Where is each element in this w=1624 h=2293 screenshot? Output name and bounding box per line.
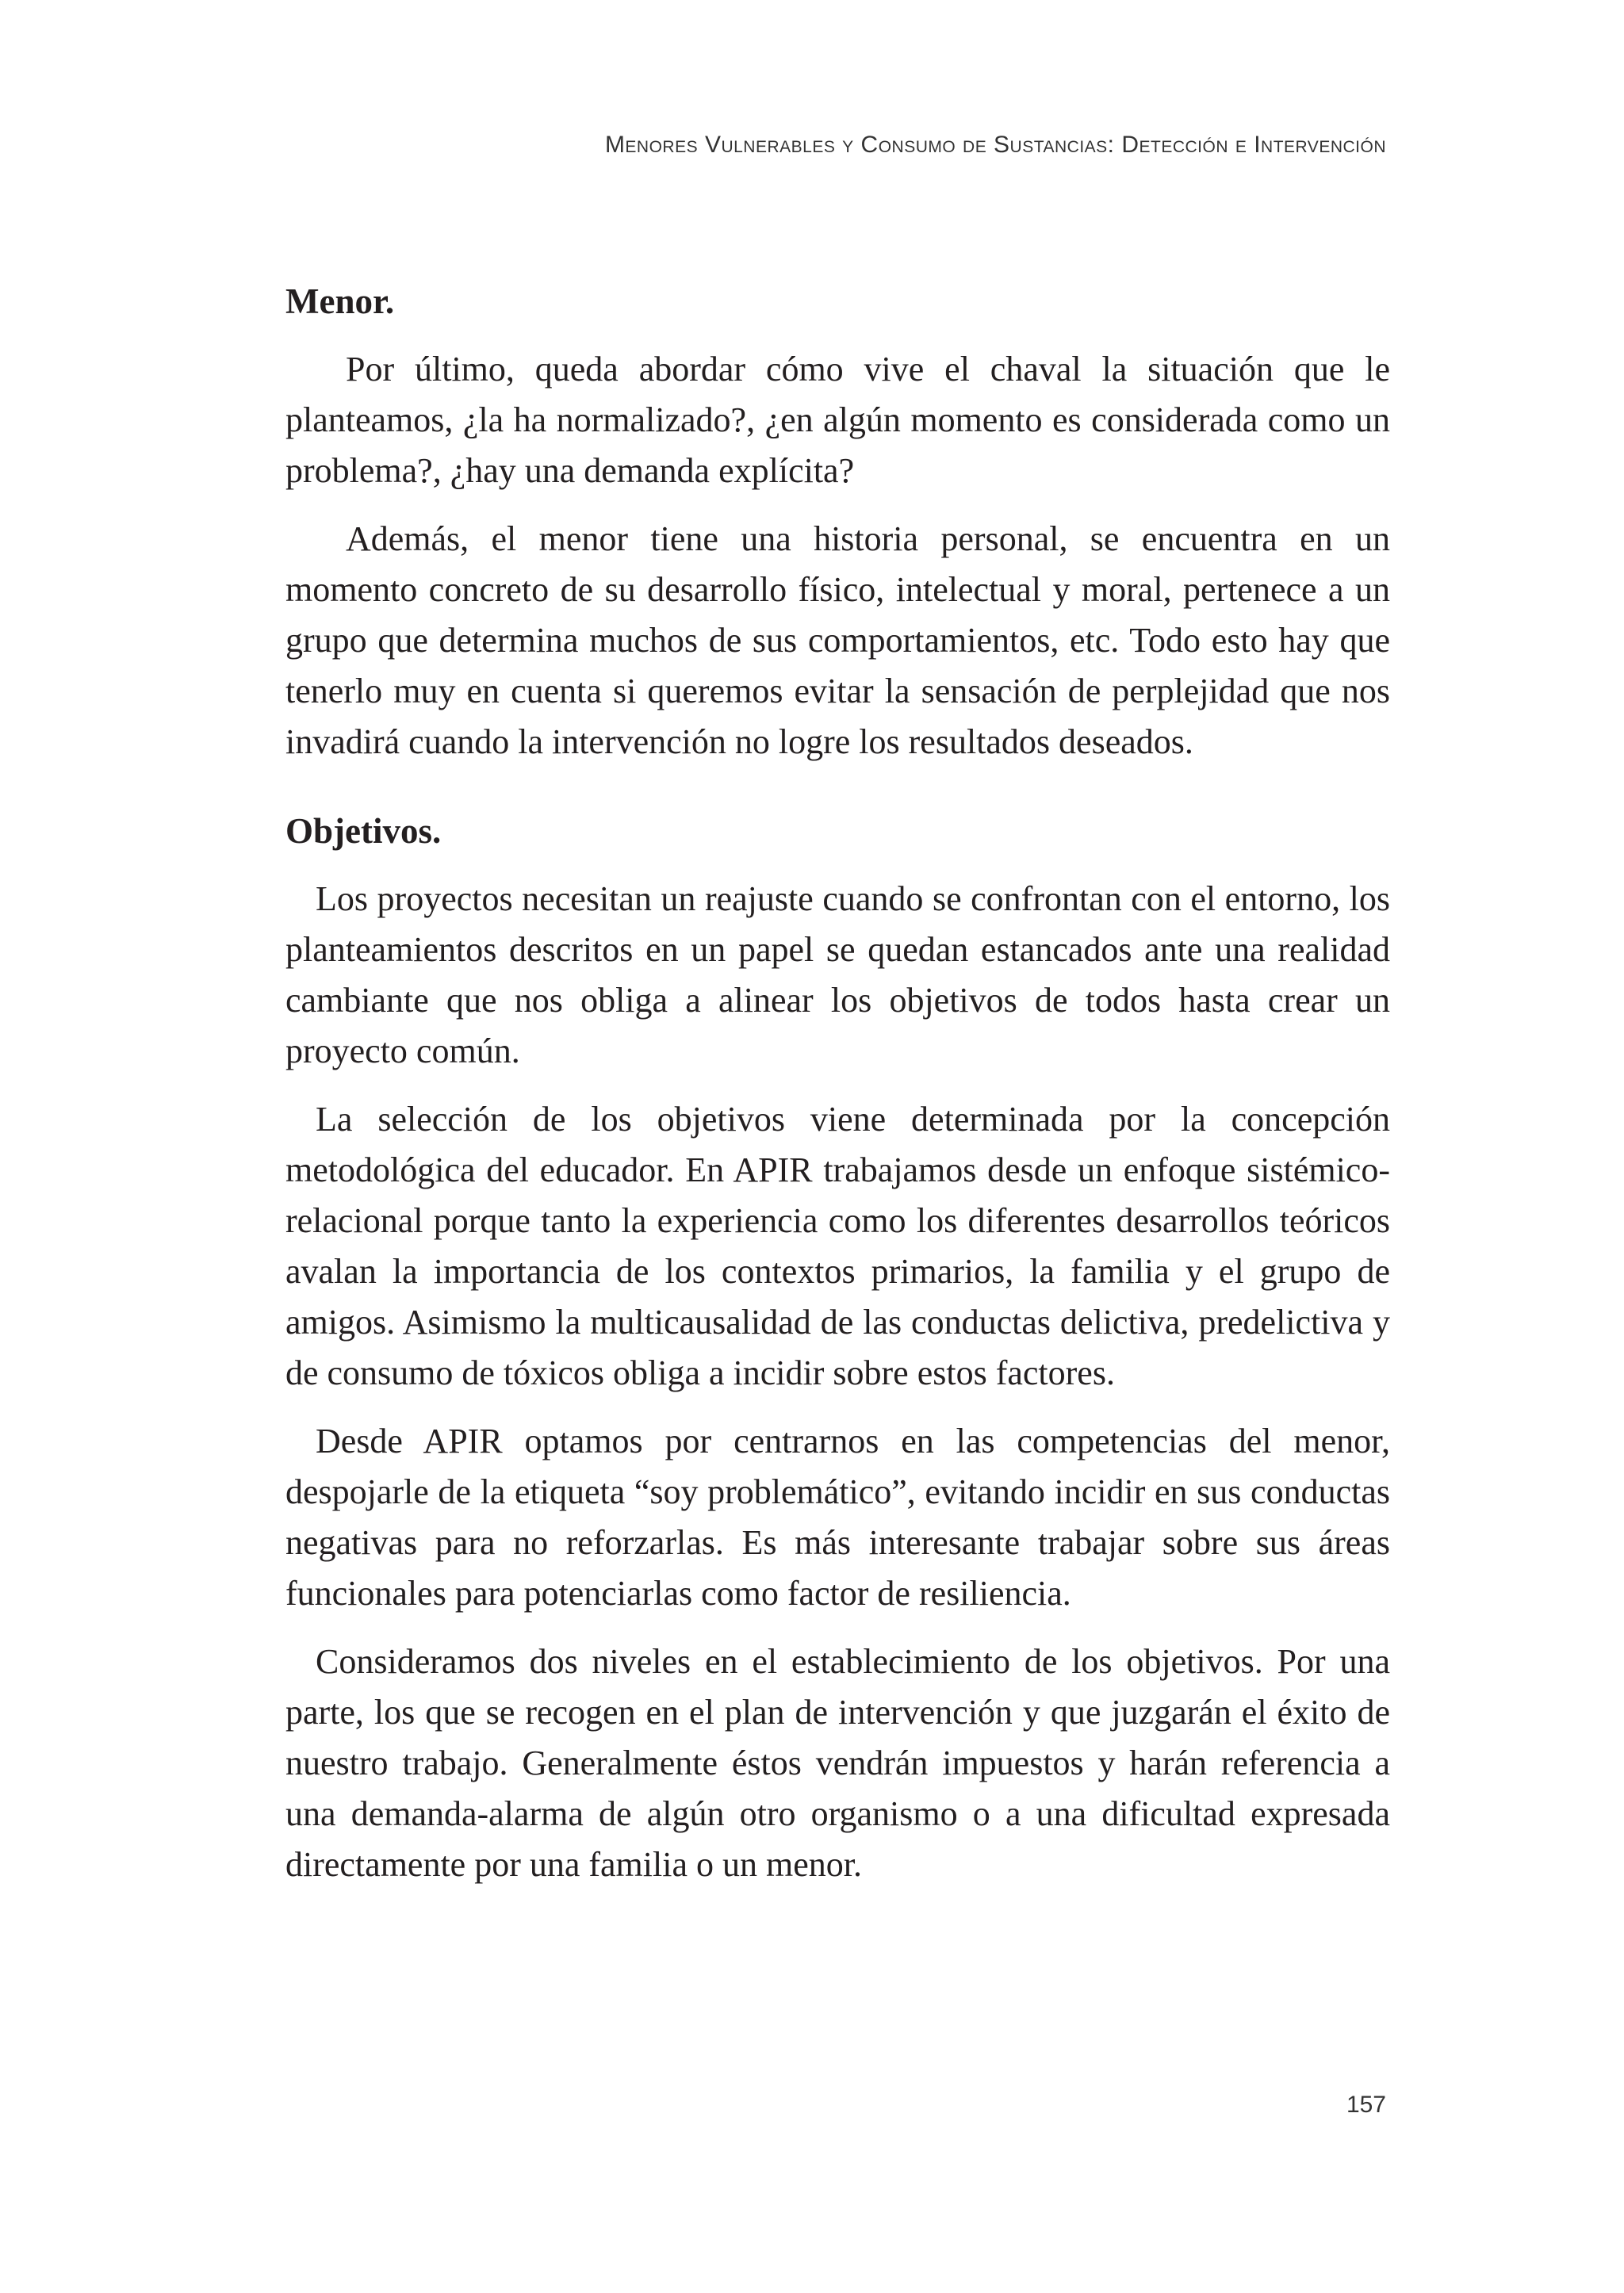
paragraph: Los proyectos necesitan un reajuste cuando se confrontan con el entorno, los planteamientos descritos en un papel se quedan estancados ante una realidad cambiante que nos obliga a alinear los objetivos de todos hasta crear un proyecto común. (285, 879, 1390, 1070)
paragraph: La selección de los objetivos viene determinada por la concepción metodológica del educador. En APIR trabajamos desde un enfoque sistémico-relacional porque tanto la experiencia como los diferentes desarrollos teóricos avalan la importancia de los contextos primarios, la familia y el grupo de amigos. Asimismo la multicausalidad de las conductas delictiva, predelictiva y de consumo de tóxicos obliga a incidir sobre estos factores. (285, 1100, 1390, 1392)
section-heading: Menor. (285, 281, 395, 321)
page-body (285, 276, 1390, 1908)
section-objetivos (285, 806, 1390, 1890)
page-number: 157 (1346, 2092, 1386, 2118)
section-menor (285, 276, 1390, 768)
running-head (605, 132, 1386, 159)
paragraph: Consideramos dos niveles en el establecimiento de los objetivos. Por una parte, los que se recogen en el plan de intervención y que juzgarán el éxito de nuestro trabajo. Generalmente éstos vendrán impuestos y harán referencia a una demanda-alarma de algún otro organismo o a una dificultad expresada directamente por una familia o un menor. (285, 1642, 1390, 1884)
paragraph: Desde APIR optamos por centrarnos en las competencias del menor, despojarle de la etiqueta “soy problemático”, evitando incidir en sus conductas negativas para no reforzarlas. Es más interesante trabajar sobre sus áreas funcionales para potenciarlas como factor de resiliencia. (285, 1422, 1390, 1613)
section-heading: Objetivos. (285, 811, 442, 851)
paragraph: Por último, queda abordar cómo vive el chaval la situación que le planteamos, ¿la ha normalizado?, ¿en algún momento es considerada como un problema?, ¿hay una demanda explícita? (285, 350, 1390, 490)
paragraph: Además, el menor tiene una historia personal, se encuentra en un momento concreto de su desarrollo físico, intelectual y moral, pertenece a un grupo que determina muchos de sus comportamientos, etc. Todo esto hay que tenerlo muy en cuenta si queremos evitar la sensación de perplejidad que nos invadirá cuando la intervención no logre los resultados deseados. (285, 519, 1390, 761)
running-head-text: Menores Vulnerables y Consumo de Sustancias: Detección e Intervención (604, 132, 1386, 158)
